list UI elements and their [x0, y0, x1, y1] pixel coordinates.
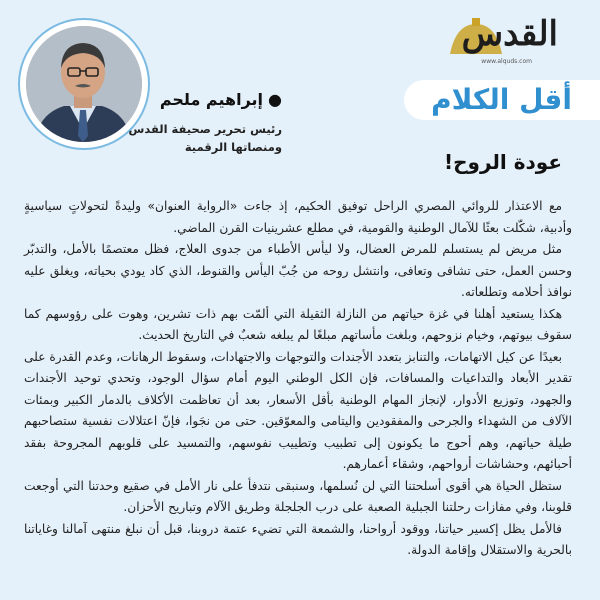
article-paragraph: ستظل الحياة هي أقوى أسلحتنا التي لن نُسلمها، وسنبقى نتدفأ على نار الأمل في صقيع وحدتنا التي أوجعت قلوبنا، وفي مفازات رحلتنا الجبلية الصعبة على درب الجلجلة وطريق الآلام وتباريح الأحزان.: [24, 478, 572, 514]
bullet-icon: ●: [268, 90, 282, 109]
article-paragraph: هكذا يستعيد أهلنا في غزة حياتهم من النازلة الثقيلة التي ألمّت بهم ذات تشرين، وهوت على رؤوسهم كما سقوف بيوتهم، وخيام نزوحهم، وبلغت مأساتهم مبلغًا لم يبلغه شعبٌ في التاريخ الحديث.: [24, 306, 572, 342]
column-title: أقل الكلام: [431, 83, 572, 116]
logo-text: القدس: [461, 14, 558, 54]
article-paragraph: بعيدًا عن كيل الاتهامات، والتنابز بتعدد الأجندات والتوجهات والاجتهادات، وسقوط الرهانات، وعدم القدرة على تقدير الأبعاد والتداعيات والمسافات، فإن الكل الوطني اليوم أمام سؤال الوجود، وتحدي توحيد الأجندات والجهود، وتوزيع الأدوار، لإنجاز المهام الوطنية بأقل الأسعار، بعد أن تعاظمت الأكلاف بالدمار الكبير وبمئات الآلاف من الشهداء والجرحى والمفقودين واليتامى والمعوّقين. حتى من نجَوا، فإنّ اعتلالات نفسية ستصاحبهم طيلة حياتهم، وهم أحوج ما يكونون إلى تطبيب وتطييب نفوسهم، والتمسيد على قلوبهم المجروحة بفقد أحبائهم، وحشاشات أرواحهم، وشقاء أعمارهم.: [24, 349, 572, 471]
author-name: ●إبراهيم ملحم: [159, 90, 282, 109]
article-headline: عودة الروح!: [443, 150, 562, 174]
article-header: [0, 0, 600, 154]
article-body: [24, 196, 572, 562]
article-paragraph: مع الاعتذار للروائي المصري الراحل توفيق الحكيم، إذ جاءت «الرواية العنوان» وليدةً لتحولاتٍ سياسيةٍ وأدبية، شكّلت بعثًا للآمال الوطنية والقومية، في مطلع عشرينيات القرن الماضي.: [24, 199, 572, 235]
logo-url: www.alquds.com: [481, 58, 532, 65]
newspaper-logo: [442, 14, 572, 66]
article-paragraph: مثل مريض لم يستسلم للمرض العضال، ولا ليأس الأطباء من جدوى العلاج، فظل معتصمًا بالأمل، والتدبّر وحسن العمل، حتى تشافى وتعافى، وانتشل روحه من جُبّ اليأس والقنوط، الذي كاد يودي بحياته، ويغلق عليه نوافذ أحلامه وتطلعاته.: [24, 242, 572, 299]
author-role: رئيس تحرير صحيفة القدس ومنصاتها الرقمية: [128, 122, 282, 154]
article-paragraph: فالأمل يظل إكسير حياتنا، ووقود أرواحنا، والشمعة التي تضيء عتمة دروبنا، قبل أن نبلغ منتهى آمالنا وغاياتنا بالحرية والاستقلال وإقامة الدولة.: [24, 521, 572, 557]
